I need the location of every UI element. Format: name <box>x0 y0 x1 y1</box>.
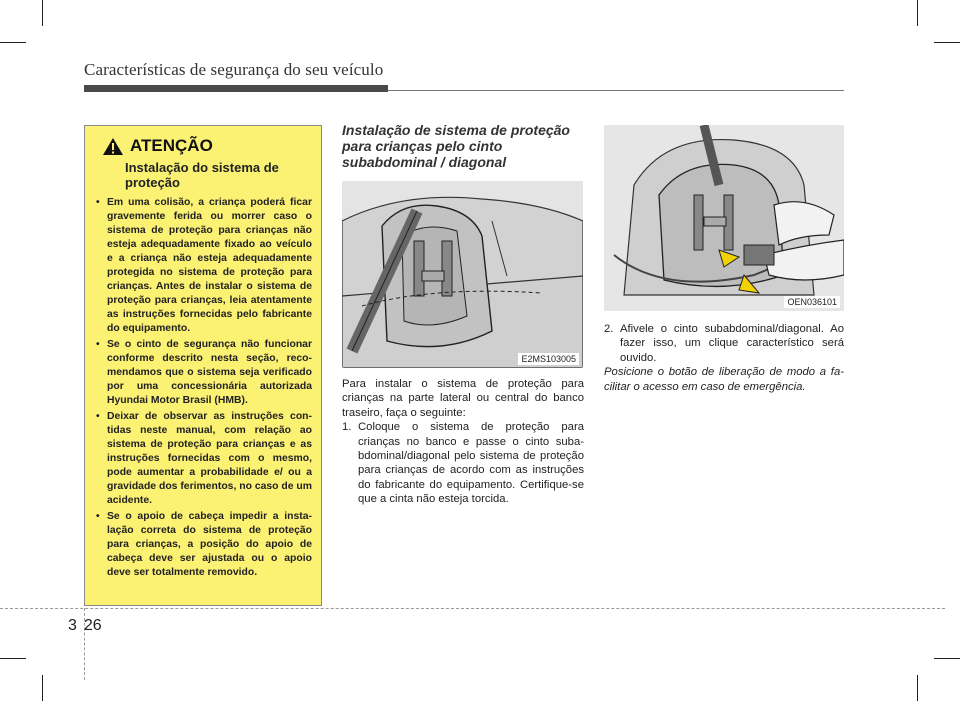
warning-header <box>102 136 312 156</box>
crop-mark <box>934 658 960 659</box>
figure-code: E2MS103005 <box>518 353 579 365</box>
warning-item: • Em uma colisão, a criança poderá ficar gravemente ferida ou morrer caso o sistema de proteção para crianças não esteja adequadamente fixado ao veículo e a criança não esteja adequadamente protegida no sistema de proteção para crianças. Antes de instalar o sistema de proteção para crianças, leia atentamente as instruções fornecidas pelo fabricante do equipamento. <box>94 196 312 336</box>
crop-mark <box>917 0 918 26</box>
warning-subtitle: Instalação do sistema de proteção <box>125 160 279 190</box>
figure-buckle-belt <box>604 125 844 311</box>
figure-code: OEN036101 <box>784 296 840 308</box>
step-number: 2. <box>604 323 614 335</box>
header-rule-thick <box>84 85 388 92</box>
warning-triangle-icon <box>102 137 124 156</box>
step-text: Afivele o cinto subabdominal/diagonal. Ao fazer isso, um clique característico será ouvido. <box>620 323 844 364</box>
warning-item: • Deixar de observar as instruções contidas neste manual, com relação ao sistema de proteção para crianças e as instruções fornecidas com o mesmo, pode aumentar a probabilidade e/ ou a gravidade dos ferimentos, no caso de um acidente. <box>94 410 312 508</box>
crop-mark <box>934 42 960 43</box>
step-2 <box>604 322 844 365</box>
crop-mark <box>0 42 26 43</box>
figure-child-seat-rear <box>342 181 583 368</box>
crop-mark <box>42 0 43 26</box>
page-header-title: Características de segurança do seu veículo <box>84 60 384 79</box>
child-seat-illustration <box>342 181 583 368</box>
page-index: 26 <box>83 617 102 634</box>
warning-list <box>94 196 312 580</box>
step-1 <box>342 420 584 506</box>
step-2-paragraph <box>604 322 844 394</box>
crop-mark <box>917 675 918 701</box>
header-rule-thin <box>388 90 844 91</box>
intro-paragraph <box>342 377 584 507</box>
warning-item: • Se o apoio de cabeça impedir a instalação correta do sistema de proteção para crianças, a posição do apoio de cabeça deve ser ajustada ou o apoio deve ser totalmente removido. <box>94 510 312 580</box>
intro-text: Para instalar o sistema de proteção para crianças na parte lateral ou central do banco traseiro, faça o seguinte: <box>342 378 584 419</box>
section-heading: Instalação de sistema de proteção para crianças pelo cinto subabdominal / diagonal <box>342 122 570 170</box>
warning-title: ATENÇÃO <box>130 136 213 155</box>
warning-item: • Se o cinto de segurança não funcionar conforme descrito nesta seção, recomendamos que o sistema seja verificado por uma concessionária autorizada Hyundai Motor Brasil (HMB). <box>94 338 312 408</box>
chapter-number: 3 <box>68 617 77 634</box>
crop-mark <box>0 658 26 659</box>
crop-mark <box>42 675 43 701</box>
step-text: Coloque o sistema de proteção para crianças no banco e passe o cinto subabdominal/diagonal pelo sistema de proteção para crianças de acordo com as instruções do fabricante do equipamento. Certifique-se que a cinta não esteja torcida. <box>358 421 584 506</box>
footer-rule <box>0 608 945 609</box>
page-number <box>68 617 102 635</box>
step-number: 1. <box>342 421 352 434</box>
buckle-illustration <box>604 125 844 311</box>
warning-box <box>84 125 322 606</box>
release-note: Posicione o botão de liberação de modo a facilitar o acesso em caso de emergência. <box>604 366 844 393</box>
